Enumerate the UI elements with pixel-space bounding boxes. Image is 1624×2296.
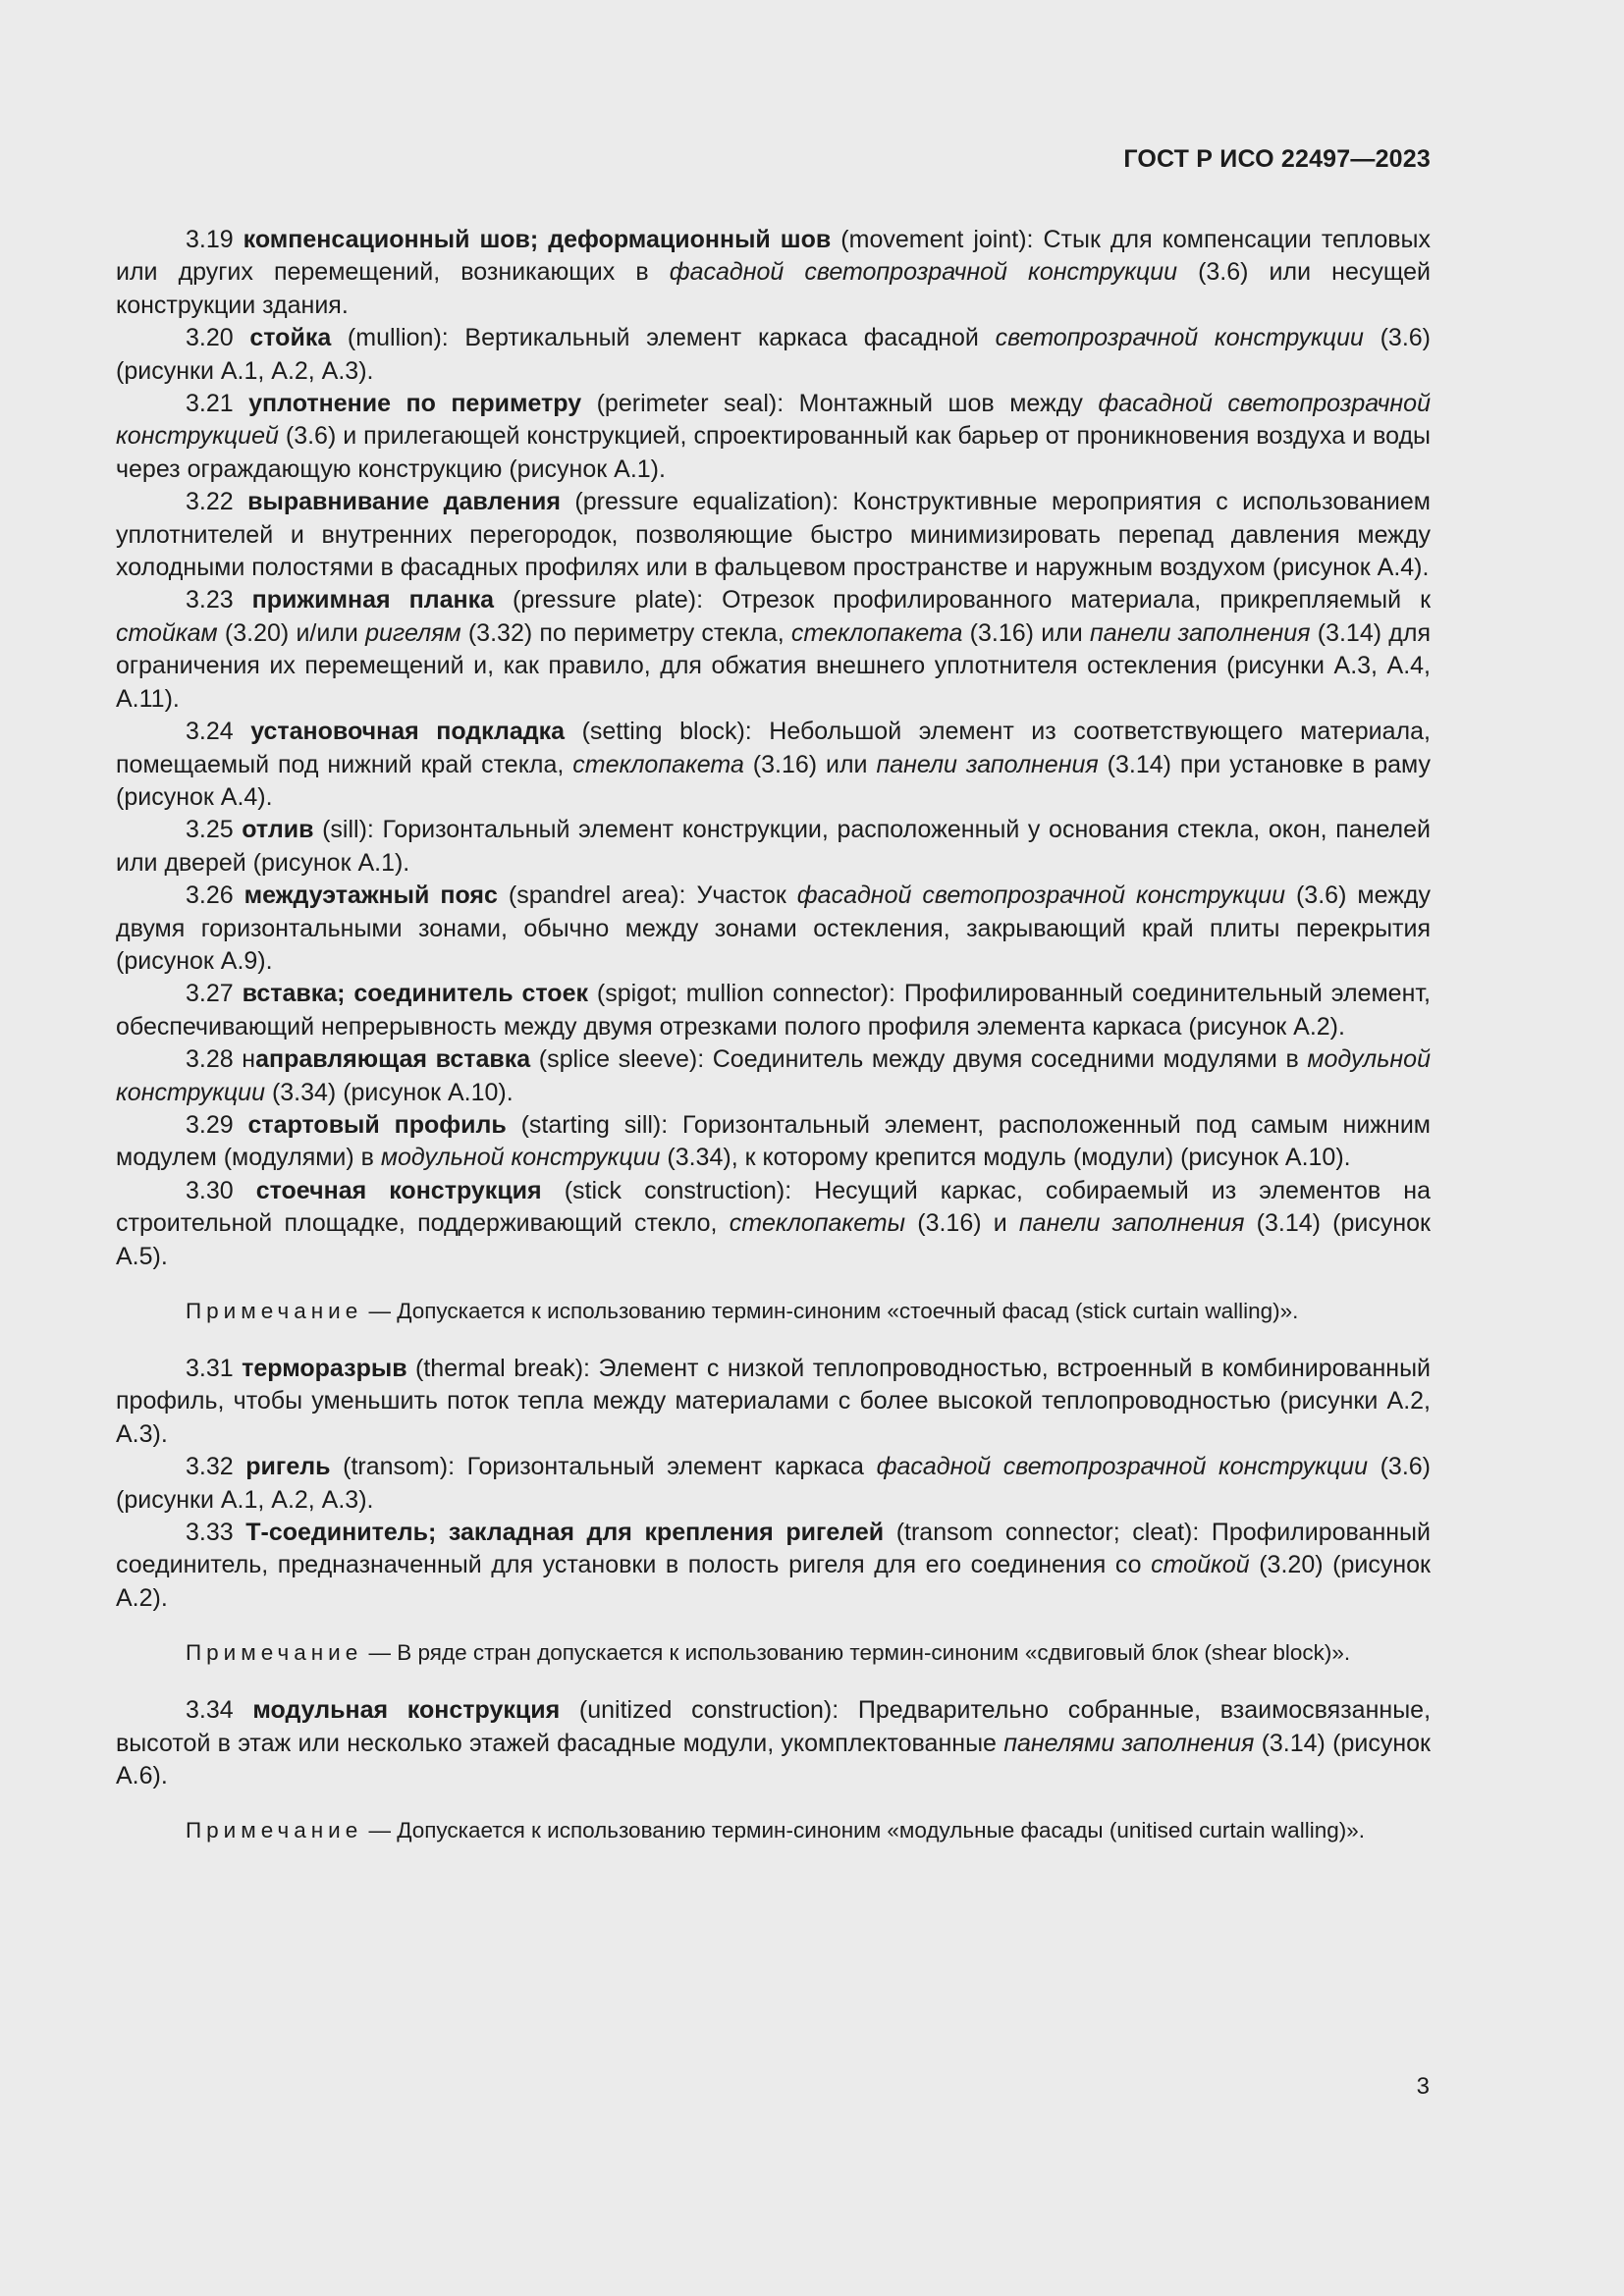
entry-text: (unitized construction): Предварительно собранные, взаимосвязанные, высотой в этаж или несколько этажей фасадные модули, укомплектованные xyxy=(116,1696,1432,1757)
term-reference: фасадной светопрозрачной конструкции xyxy=(876,1453,1368,1481)
entry-text: (3.34) (рисунок А.10). xyxy=(265,1078,514,1106)
term-entry xyxy=(116,1451,1431,1517)
entry-text: 3.28 н xyxy=(186,1045,256,1074)
entry-text: (starting sill): Горизонтальный элемент, расположенный под самым нижним модулем (модулями) в xyxy=(116,1110,1431,1172)
term-name: модульная конструкция xyxy=(252,1696,561,1725)
entry-text: (3.16) или xyxy=(962,618,1090,647)
term-entry xyxy=(116,1109,1431,1175)
entry-text: (stick construction): Несущий каркас, собираемый из элементов на строительной площадке, поддерживающий стекло, xyxy=(116,1176,1431,1238)
note xyxy=(116,1814,1431,1846)
document-body xyxy=(116,224,1431,1872)
term-name: стойка xyxy=(249,324,332,352)
note-label: Примечание xyxy=(186,1640,363,1666)
term-reference: панели заполнения xyxy=(1018,1209,1245,1238)
term-name: стоечная конструкция xyxy=(255,1176,542,1204)
term-entry xyxy=(116,880,1431,978)
entry-text: (setting block): Небольшой элемент из соответствующего материала, помещаемый под нижний край стекла, xyxy=(116,718,1431,778)
term-entry xyxy=(116,978,1431,1043)
term-name: Т-соединитель; закладная для крепления ригелей xyxy=(245,1519,885,1547)
term-name: отлив xyxy=(242,816,314,844)
term-name: установочная подкладка xyxy=(250,718,566,746)
entry-text: (sill): Горизонтальный элемент конструкции, расположенный у основания стекла, окон, панелей или дверей (рисунок А.1). xyxy=(116,816,1431,877)
entry-text: (3.20) и/или xyxy=(217,618,366,647)
entry-text: (3.6) (рисунки А.1, А.2, А.3). xyxy=(116,324,1431,385)
entry-text: 3.26 xyxy=(186,881,244,910)
term-name: терморазрыв xyxy=(242,1355,407,1382)
entry-text: 3.33 xyxy=(186,1519,246,1547)
note-text: — Допускается к использованию термин-синоним «стоечный фасад (stick curtain walling)». xyxy=(362,1299,1299,1323)
entry-text: 3.32 xyxy=(186,1453,246,1481)
entry-text: 3.30 xyxy=(186,1176,256,1204)
entry-text: (3.14) для ограничения их перемещений и, как правило, для обжатия внешнего уплотнителя остекления (рисунки А.3, А.4, А.11). xyxy=(116,618,1431,713)
term-name: аправляющая вставка xyxy=(255,1045,531,1074)
entry-text: (3.16) и xyxy=(905,1209,1019,1238)
term-name: выравнивание давления xyxy=(247,488,561,516)
term-entry xyxy=(116,1353,1431,1451)
term-name: ригель xyxy=(245,1453,331,1481)
document-header: ГОСТ Р ИСО 22497—2023 xyxy=(1123,145,1431,173)
entry-text: (transom): Горизонтальный элемент каркаса xyxy=(330,1453,877,1481)
term-reference: панелями заполнения xyxy=(1003,1729,1255,1757)
term-reference: стеклопакета xyxy=(572,750,744,778)
term-reference: стойкам xyxy=(116,618,218,647)
entry-text: (3.6) (рисунки А.1, А.2, А.3). xyxy=(116,1453,1432,1514)
entry-text: (3.34), к которому крепится модуль (модули) (рисунок А.10). xyxy=(660,1144,1351,1172)
entry-text: (transom connector; cleat): Профилированный соединитель, предназначенный для установки в полость ригеля для его соединения со xyxy=(116,1519,1431,1579)
entry-text: (mullion): Вертикальный элемент каркаса фасадной xyxy=(331,324,996,352)
entry-text: (3.32) по периметру стекла, xyxy=(460,618,791,647)
note xyxy=(116,1295,1431,1327)
term-entry xyxy=(116,486,1431,584)
term-reference: фасадной светопрозрачной конструкции xyxy=(669,258,1178,287)
entry-text: 3.23 xyxy=(186,586,252,614)
term-name: компенсационный шов; деформационный шов xyxy=(243,226,832,253)
term-name: уплотнение по периметру xyxy=(248,390,582,418)
entry-text: (3.6) или несущей конструкции здания. xyxy=(116,258,1432,319)
term-entry xyxy=(116,322,1431,388)
entry-text: (pressure plate): Отрезок профилированного материала, прикрепляемый к xyxy=(494,586,1432,614)
entry-text: (spandrel area): Участок xyxy=(497,881,797,910)
term-reference: ригелям xyxy=(365,618,461,647)
term-entry xyxy=(116,716,1431,814)
term-reference: стеклопакета xyxy=(790,618,963,647)
term-reference: панели заполнения xyxy=(876,750,1099,778)
entry-text: (3.14) при установке в раму (рисунок А.4). xyxy=(116,750,1431,811)
entry-text: (3.6) и прилегающей конструкцией, спроектированный как барьер от проникновения воздуха и воды через ограждающую конструкцию (рисунок А.1). xyxy=(116,422,1431,483)
page-number: 3 xyxy=(1416,2073,1430,2100)
entry-text: (pressure equalization): Конструктивные мероприятия с использованием уплотнителей и внутренних перегородок, позволяющие быстро минимизировать перепад давления между холодными полостями в фасадных профилях или в фальцевом пространстве и наружным воздухом (рисунок А.4). xyxy=(116,488,1431,582)
term-entry xyxy=(116,1694,1431,1792)
entry-text: (thermal break): Элемент с низкой теплопроводностью, встроенный в комбинированный профиль, чтобы уменьшить поток тепла между материалами с более высокой теплопроводностью (рисунки А.2, А.3). xyxy=(116,1355,1432,1448)
entry-text: 3.31 xyxy=(186,1355,243,1382)
entry-text: 3.21 xyxy=(186,390,249,418)
term-entry xyxy=(116,388,1431,486)
entry-text: (spigot; mullion connector): Профилированный соединительный элемент, обеспечивающий непрерывность между двумя отрезками полого профиля элемента каркаса (рисунок А.2). xyxy=(116,980,1431,1041)
term-reference: модульной конструкции xyxy=(380,1144,661,1172)
term-entry xyxy=(116,224,1431,322)
entry-text: 3.20 xyxy=(186,324,250,352)
entry-text: 3.19 xyxy=(186,226,244,253)
entry-text: (3.6) между двумя горизонтальными зонами, обычно между зонами остекления, закрывающий край плиты перекрытия (рисунок А.9). xyxy=(116,881,1432,975)
note-text: — В ряде стран допускается к использованию термин-синоним «сдвиговый блок (shear block)». xyxy=(362,1640,1351,1666)
term-reference: стеклопакеты xyxy=(729,1209,906,1238)
entry-text: (splice sleeve): Соединитель между двумя соседними модулями в xyxy=(530,1045,1308,1074)
term-reference: модульной конструкции xyxy=(116,1045,1431,1106)
term-entry xyxy=(116,1517,1431,1615)
term-reference: светопрозрачной конструкции xyxy=(995,324,1364,352)
term-entry xyxy=(116,584,1431,716)
term-reference: фасадной светопрозрачной конструкции xyxy=(796,881,1285,910)
entry-text: (perimeter seal): Монтажный шов между xyxy=(581,390,1099,418)
entry-text: (3.16) или xyxy=(743,750,877,778)
term-reference: панели заполнения xyxy=(1089,618,1311,647)
term-entry xyxy=(116,1043,1431,1109)
entry-text: (movement joint): Стык для компенсации тепловых или других перемещений, возникающих в xyxy=(116,226,1431,287)
term-entry xyxy=(116,814,1431,880)
term-name: стартовый профиль xyxy=(247,1110,507,1139)
note-label: Примечание xyxy=(186,1299,363,1323)
note-label: Примечание xyxy=(186,1818,363,1843)
term-reference: фасадной светопрозрачной конструкцией xyxy=(116,390,1431,451)
note xyxy=(116,1636,1431,1669)
entry-text: 3.24 xyxy=(186,718,251,746)
term-reference: стойкой xyxy=(1151,1551,1250,1579)
note-text: — Допускается к использованию термин-синоним «модульные фасады (unitised curtain walling)». xyxy=(362,1818,1365,1843)
entry-text: (3.20) (рисунок А.2). xyxy=(116,1551,1431,1612)
term-name: вставка; соединитель стоек xyxy=(242,980,588,1008)
term-entry xyxy=(116,1175,1431,1273)
term-name: прижимная планка xyxy=(251,586,494,614)
entry-text: 3.27 xyxy=(186,980,243,1008)
entry-text: 3.25 xyxy=(186,816,243,844)
entry-text: 3.34 xyxy=(186,1696,253,1725)
entry-text: (3.14) (рисунок А.5). xyxy=(116,1209,1431,1270)
term-name: междуэтажный пояс xyxy=(244,881,498,910)
entry-text: 3.29 xyxy=(186,1110,248,1139)
entry-text: (3.14) (рисунок А.6). xyxy=(116,1729,1431,1790)
entry-text: 3.22 xyxy=(186,488,248,516)
